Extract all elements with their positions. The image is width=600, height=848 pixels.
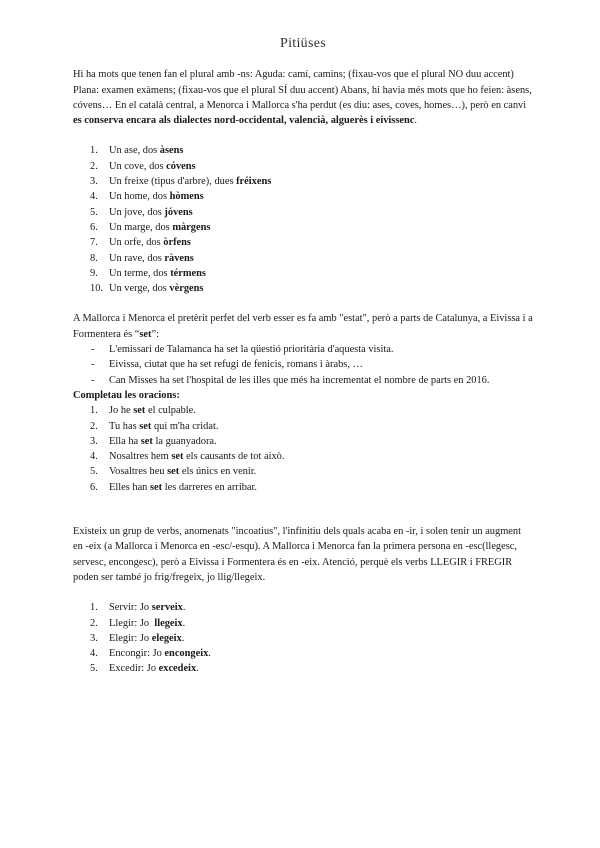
list-number: 5. [90, 663, 98, 675]
verbs-list [73, 600, 533, 676]
list-item [73, 434, 533, 449]
list-text: Un terme, dos [109, 267, 171, 279]
list-item [73, 205, 533, 220]
list-number: 6. [90, 481, 98, 493]
list-text-end: . [182, 602, 186, 614]
list-item [73, 266, 533, 281]
list-bold: set [139, 420, 152, 432]
dash-bullet: - [91, 344, 95, 356]
list-text: Nosaltres hem [109, 451, 172, 463]
list-text: Servir: Jo [109, 602, 152, 614]
example-text: Can Misses ha set l'hospital de les illes que més ha incrementat el nombre de parts en 2016. [109, 374, 490, 386]
list-text: Llegir: Jo [109, 617, 155, 629]
list-number: 5. [90, 466, 98, 478]
page-title: Pitiüses [280, 36, 326, 51]
list-text: Elegir: Jo [109, 632, 152, 644]
list-number: 6. [90, 221, 98, 233]
dash-bullet: - [91, 359, 95, 371]
list-number: 1. [90, 602, 98, 614]
intro-end: . [414, 115, 417, 127]
list-text: Un freixe (tipus d'arbre), dues [109, 176, 237, 188]
intro-text: Hi ha mots que tenen fan el plural amb -ns: Aguda: camí, camins; (fixau-vos que el plural NO duu accent) Plana: examen exàmens; (fixau-vos que el plural SÍ duu accent) Abans, hi havia més mots que ho feien: àsens, cóvens… En el català central, a Menorca i Mallorca s'ha perdut (es diu: ases, coves, homes…), però en canvi [73, 69, 532, 111]
list-text-end: els causants de tot això. [183, 451, 285, 463]
list-text: Un marge, dos [109, 221, 173, 233]
list-text: Tu has [109, 420, 140, 432]
list-text: Vosaltres heu [109, 466, 168, 478]
list-text: Un jove, dos [109, 206, 165, 218]
list-text: Un verge, dos [109, 283, 170, 295]
list-text-end: . [182, 617, 186, 629]
list-number: 3. [90, 435, 98, 447]
list-text-end: qui m'ha cridat. [151, 420, 219, 432]
list-bold: serveix [151, 602, 183, 614]
list-bold: set [149, 481, 163, 493]
list-bold: set [171, 451, 184, 463]
list-text-end: les darreres en arribar. [162, 481, 258, 493]
list-item [73, 235, 533, 250]
list-number: 7. [90, 237, 98, 249]
list-bold: jóvens [164, 206, 193, 218]
set-sentences-list [73, 403, 533, 495]
list-item [73, 251, 533, 266]
list-number: 3. [90, 176, 98, 188]
list-item [73, 342, 533, 357]
list-text: Un rave, dos [109, 252, 165, 264]
list-text-end: . [208, 648, 211, 660]
list-number: 1. [90, 145, 98, 157]
list-item [73, 403, 533, 418]
example-text: Eivissa, ciutat que ha set refugi de fenicis, romans i àrabs, … [109, 359, 363, 371]
list-bold: òrfens [163, 237, 191, 249]
list-text: Excedir: Jo [109, 663, 159, 675]
list-bold: set [140, 435, 153, 447]
document-page [73, 36, 533, 677]
list-number: 5. [90, 206, 98, 218]
list-text: Un orfe, dos [109, 237, 164, 249]
list-number: 10. [90, 283, 103, 295]
set-end: ”: [151, 328, 159, 340]
list-bold: térmens [170, 267, 206, 279]
list-number: 4. [90, 648, 98, 660]
list-bold: hòmens [169, 191, 204, 203]
list-item [73, 631, 533, 646]
intro-bold-text: es conserva encara als dialectes nord-occidental, valencià, alguerès i eivissenc [73, 115, 415, 127]
list-item [73, 600, 533, 615]
list-item [73, 661, 533, 676]
list-item [73, 143, 533, 158]
list-item [73, 464, 533, 479]
intro-paragraph [73, 67, 533, 128]
list-text: Jo he [109, 405, 134, 417]
dash-bullet: - [91, 374, 95, 386]
list-text-end: el culpable. [145, 405, 196, 417]
set-examples-list [73, 342, 533, 388]
list-number: 2. [90, 617, 98, 629]
list-bold: cóvens [166, 160, 196, 172]
list-number: 3. [90, 632, 98, 644]
list-item [73, 373, 533, 388]
exercise-heading-text: Completau les oracions: [73, 389, 180, 401]
list-number: 1. [90, 405, 98, 417]
verbs-paragraph: Existeix un grup de verbs, anomenats "incoatius", l'infinitiu dels quals acaba en -ir, i solen tenir un augment en -eix (a Mallorca i Menorca en -esc/-esqu). A Mallorca i Menorca fan la primera persona en -esc(llegesc, servesc, encongesc), però a Eivissa i Formentera és en -eix. Atenció, perquè els verbs LLEGIR i FREGIR poden ser també jo frig/fregeix, jo llig/llegeix. [73, 526, 521, 583]
list-text-end: els únics en venir. [179, 466, 257, 478]
list-number: 9. [90, 267, 98, 279]
list-item [73, 357, 533, 372]
list-bold: set [167, 466, 180, 478]
list-item [73, 646, 533, 661]
example-text: L'emissari de Talamanca ha set la qüestió prioritària d'aquesta visita. [109, 344, 394, 356]
list-item [73, 480, 533, 495]
list-text-end: . [196, 663, 199, 675]
list-bold: ràvens [164, 252, 194, 264]
list-item [73, 159, 533, 174]
exercise-heading [73, 388, 533, 403]
set-bold: set [139, 328, 152, 340]
list-text: Un cove, dos [109, 160, 167, 172]
list-text: Un ase, dos [109, 145, 160, 157]
list-bold: vèrgens [169, 283, 204, 295]
list-item [73, 189, 533, 204]
list-text: Encongir: Jo [109, 648, 165, 660]
list-item [73, 174, 533, 189]
list-number: 2. [90, 420, 98, 432]
list-text-end: . [181, 632, 185, 644]
set-text: A Mallorca i Menorca el pretèrit perfet del verb esser es fa amb "estat", però a parts de Catalunya, a Eivissa i a Formentera és “ [73, 313, 533, 340]
list-bold: llegeix [154, 617, 183, 629]
set-paragraph [73, 311, 533, 342]
list-item [73, 616, 533, 631]
list-text: Ella ha [109, 435, 141, 447]
list-number: 2. [90, 160, 98, 172]
list-bold: encongeix [164, 648, 209, 660]
verbs-section [73, 524, 533, 677]
list-bold: excedeix [158, 663, 197, 675]
list-text-end: la guanyadora. [152, 435, 217, 447]
list-number: 4. [90, 451, 98, 463]
list-bold: elegeix [151, 632, 182, 644]
list-item [73, 220, 533, 235]
list-number: 4. [90, 191, 98, 203]
list-text: Un home, dos [109, 191, 170, 203]
list-item [73, 419, 533, 434]
list-text: Elles han [109, 481, 150, 493]
plurals-list [73, 143, 533, 296]
list-bold: set [133, 405, 146, 417]
list-bold: àsens [159, 145, 184, 157]
set-section [73, 311, 533, 495]
list-item [73, 449, 533, 464]
list-bold: fréixens [236, 176, 272, 188]
list-number: 8. [90, 252, 98, 264]
list-bold: màrgens [172, 221, 211, 233]
list-item [73, 281, 533, 296]
